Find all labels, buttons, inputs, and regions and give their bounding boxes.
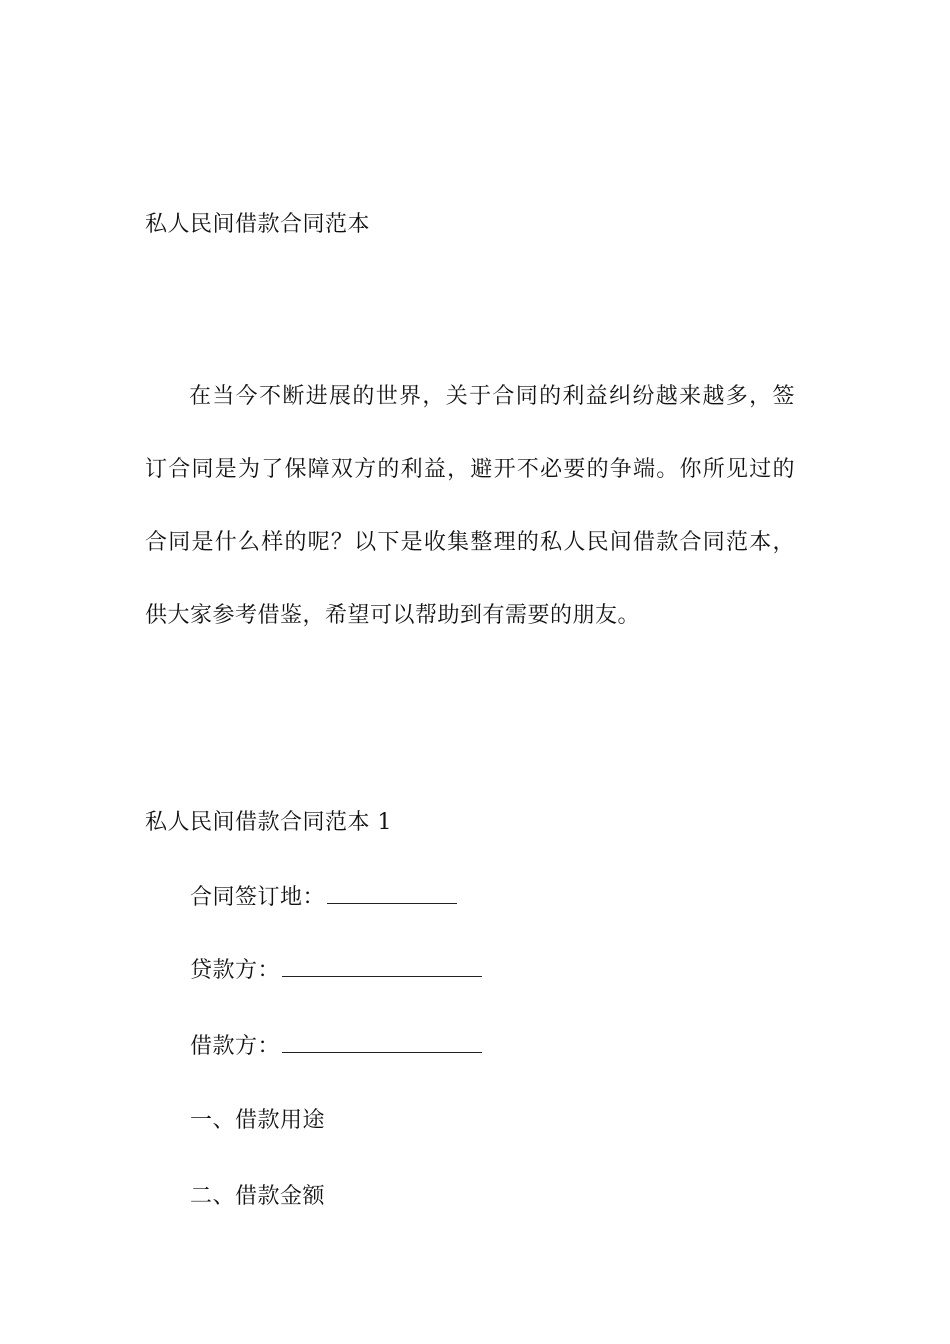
field-lender [190, 956, 482, 986]
field-label: 贷款方： [190, 958, 281, 983]
borrower-blank[interactable] [282, 1034, 482, 1053]
clause-heading: 一、借款用途 [190, 1108, 326, 1133]
field-label: 合同签订地： [190, 885, 326, 910]
clause-heading: 二、借款金额 [190, 1184, 326, 1209]
field-signing-place [190, 883, 457, 913]
intro-paragraph: 在当今不断进展的世界，关于合同的利益纠纷越来越多，签订合同是为了保障双方的利益，避开不必要的争端。你所见过的合同是什么样的呢？以下是收集整理的私人民间借款合同范本，供大家参考借鉴，希望可以帮助到有需要的朋友。 [145, 384, 795, 628]
section-title: 私人民间借款合同范本 1 [145, 810, 392, 835]
signing-place-blank[interactable] [327, 885, 457, 904]
document-title: 私人民间借款合同范本 [145, 212, 371, 237]
lender-blank[interactable] [282, 958, 482, 977]
field-label: 借款方： [190, 1034, 281, 1059]
field-borrower [190, 1032, 482, 1062]
